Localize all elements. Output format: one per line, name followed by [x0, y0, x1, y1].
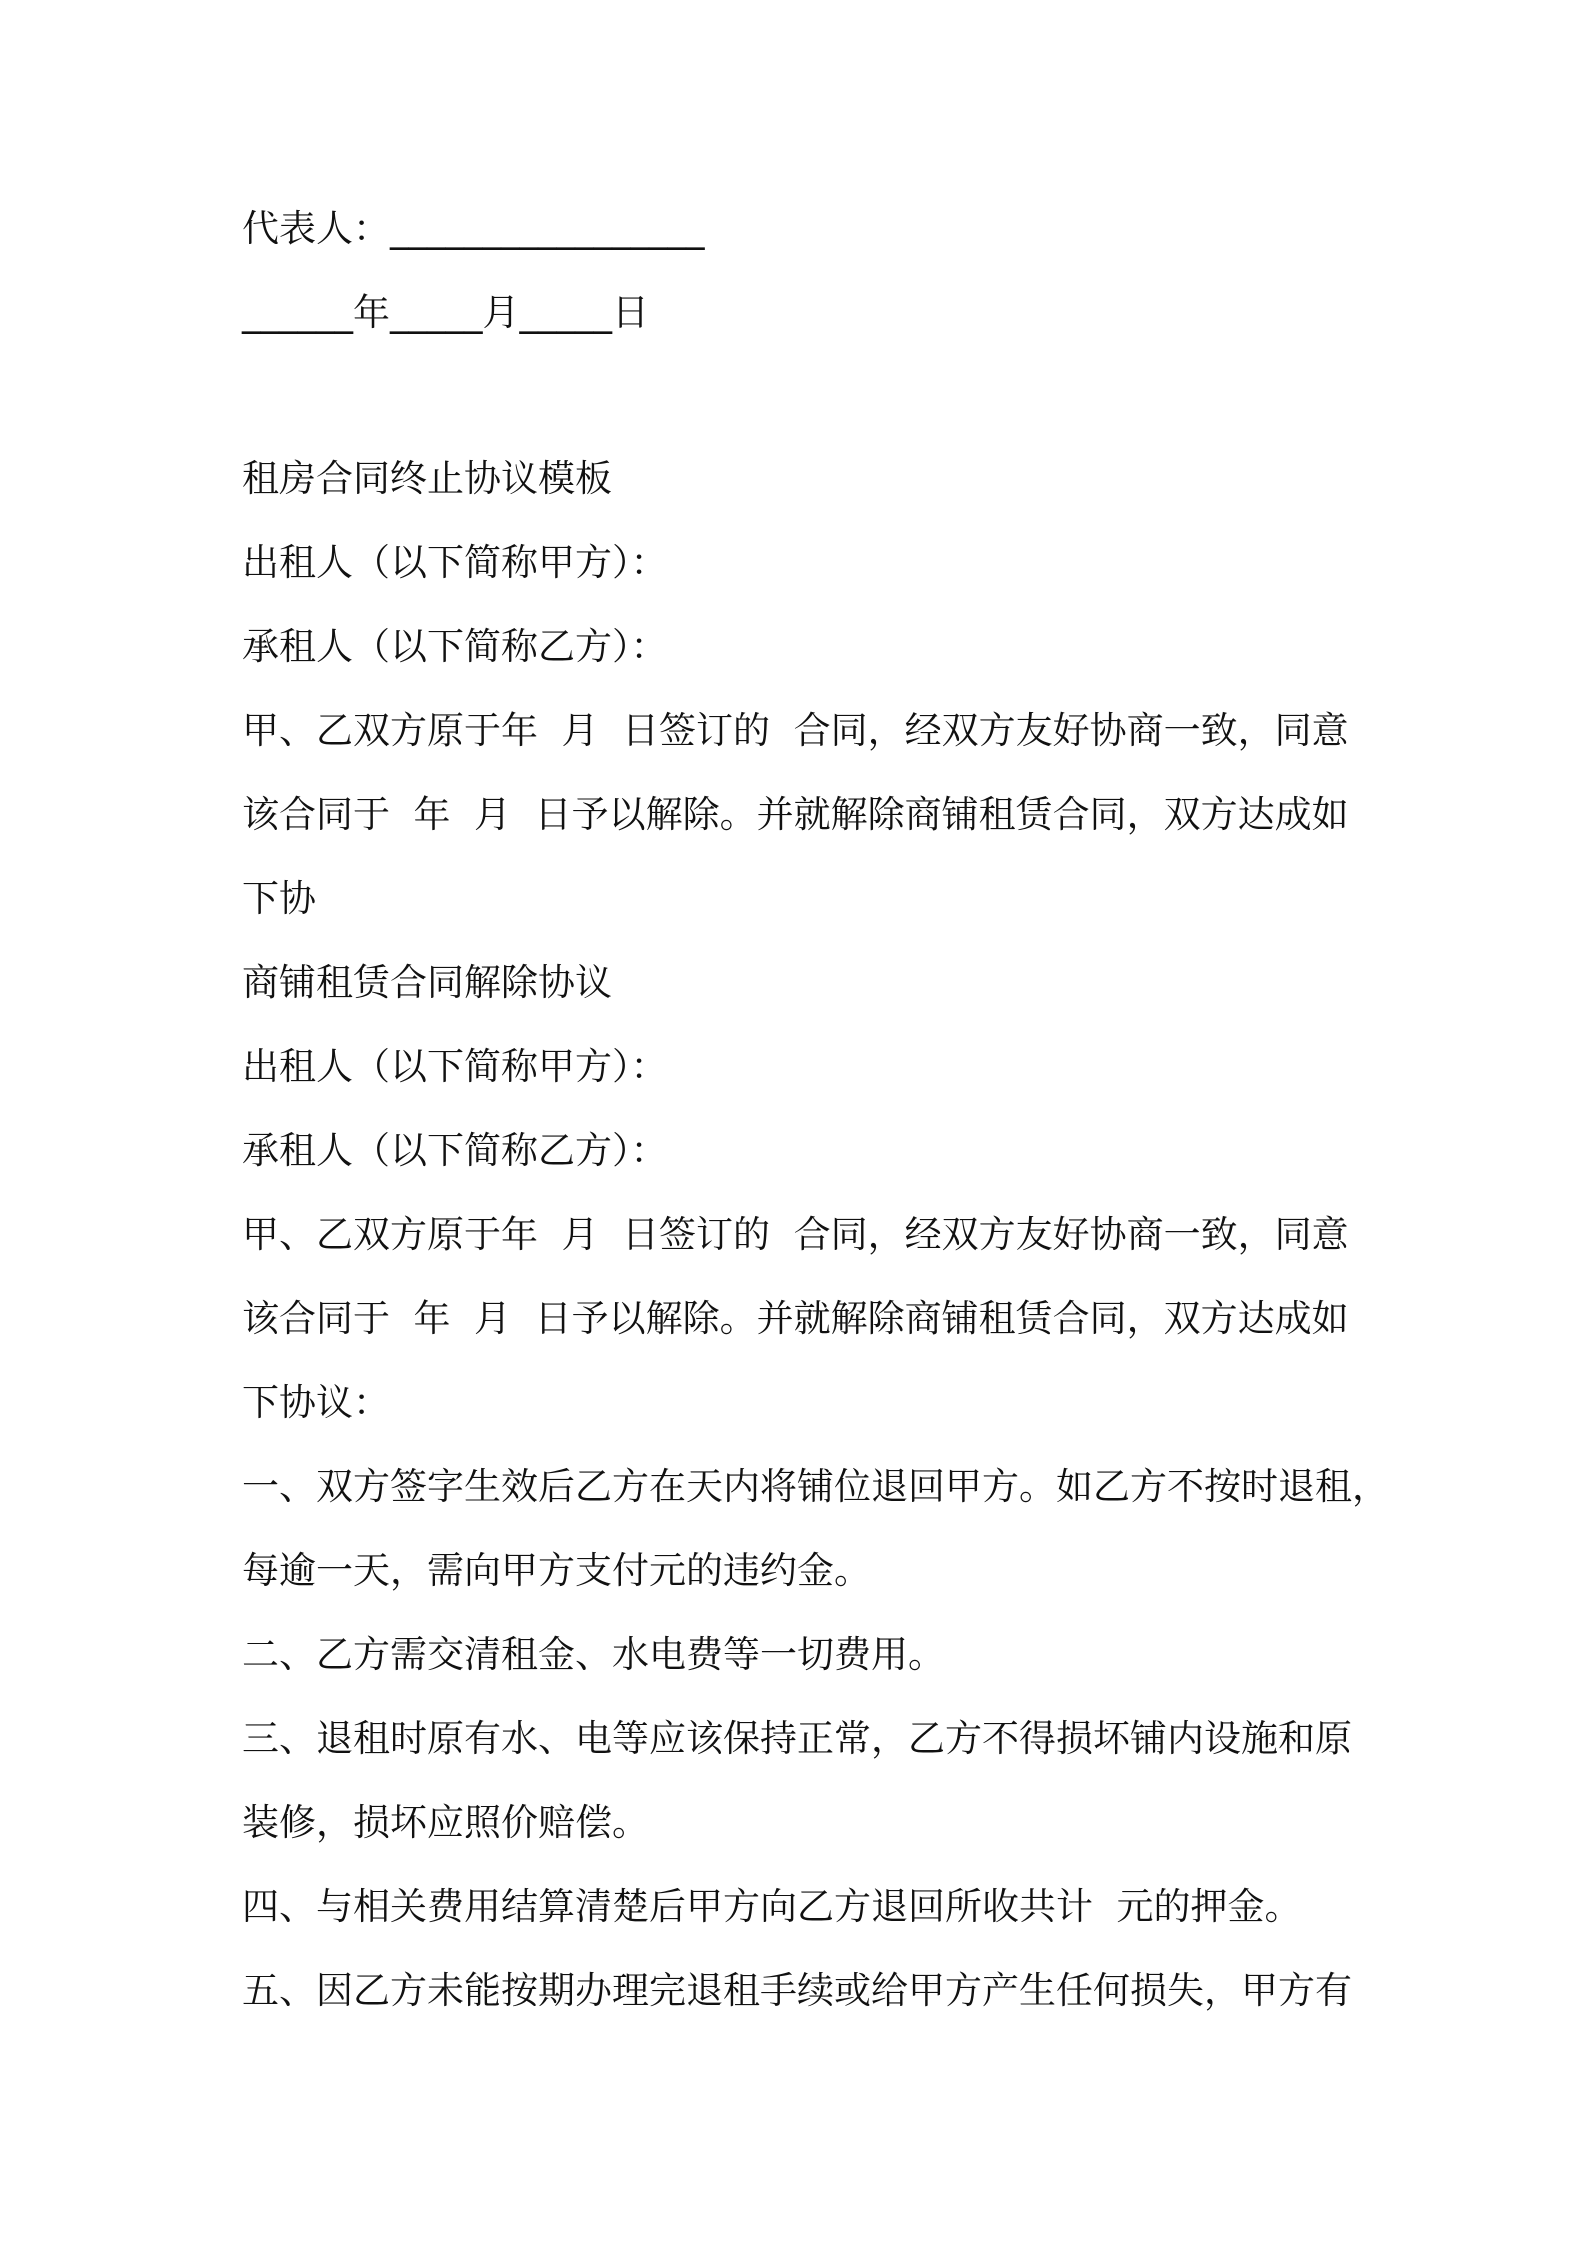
- section-title-1: 租房合同终止协议模板: [242, 457, 612, 500]
- paragraph-line-1: 甲、乙双方原于年 月 日签订的 合同，经双方友好协商一致，同意: [242, 709, 1349, 752]
- paragraph-line-3: 下协: [242, 877, 316, 920]
- representative-line: 代表人：_________________: [242, 207, 705, 250]
- paragraph-line-5: 该合同于 年 月 日予以解除。并就解除商铺租赁合同，双方达成如: [242, 1297, 1349, 1340]
- section-title-2: 商铺租赁合同解除协议: [242, 961, 612, 1004]
- clause-1-line-1: 一、双方签字生效后乙方在天内将铺位退回甲方。如乙方不按时退租，: [242, 1465, 1389, 1508]
- clause-4-line-1: 四、与相关费用结算清楚后甲方向乙方退回所收共计 元的押金。: [242, 1885, 1302, 1928]
- paragraph-line-2: 该合同于 年 月 日予以解除。并就解除商铺租赁合同，双方达成如: [242, 793, 1349, 836]
- clause-2-line-1: 二、乙方需交清租金、水电费等一切费用。: [242, 1633, 945, 1676]
- clause-1-line-2: 每逾一天，需向甲方支付元的违约金。: [242, 1549, 871, 1592]
- lessee-line-1: 承租人（以下简称乙方）：: [242, 625, 668, 668]
- clause-5-line-1: 五、因乙方未能按期办理完退租手续或给甲方产生任何损失，甲方有: [242, 1969, 1352, 2012]
- paragraph-line-4: 甲、乙双方原于年 月 日签订的 合同，经双方友好协商一致，同意: [242, 1213, 1349, 1256]
- lessor-line-2: 出租人（以下简称甲方）：: [242, 1045, 668, 1088]
- date-line: ______年_____月_____日: [242, 291, 649, 334]
- lessee-line-2: 承租人（以下简称乙方）：: [242, 1129, 668, 1172]
- lessor-line-1: 出租人（以下简称甲方）：: [242, 541, 668, 584]
- clause-3-line-2: 装修，损坏应照价赔偿。: [242, 1801, 649, 1844]
- paragraph-line-6: 下协议：: [242, 1381, 390, 1424]
- clause-3-line-1: 三、退租时原有水、电等应该保持正常，乙方不得损坏铺内设施和原: [242, 1717, 1352, 1760]
